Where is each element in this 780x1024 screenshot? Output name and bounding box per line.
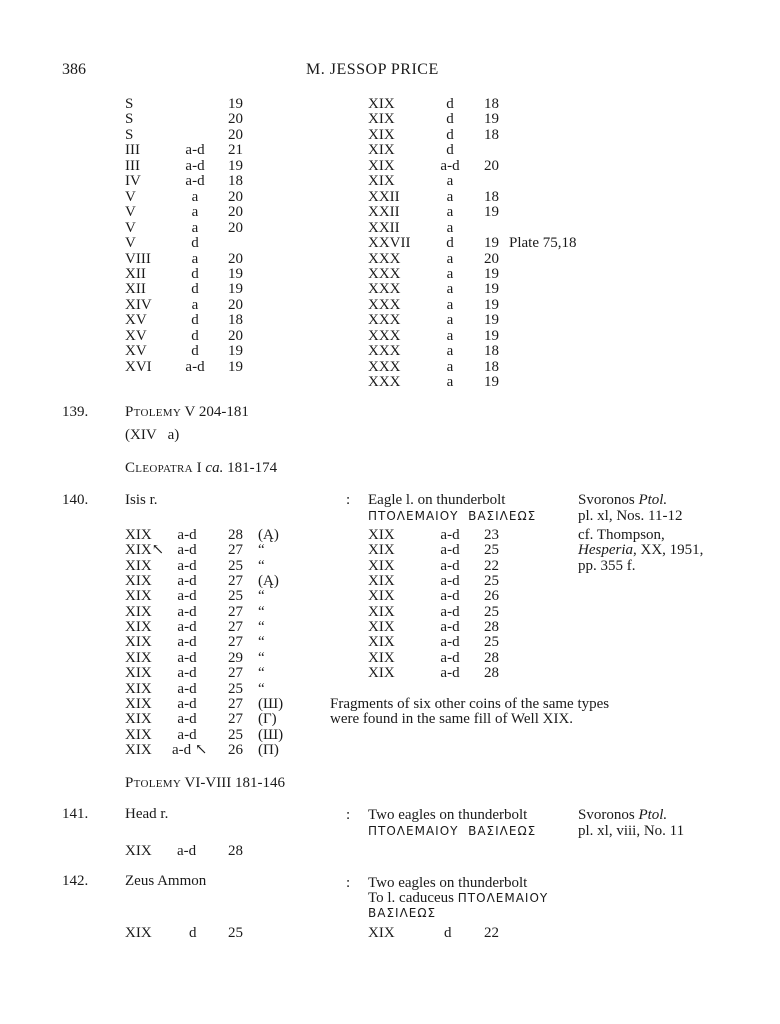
- well-cell: XIX: [125, 603, 152, 620]
- well-cell: S: [125, 96, 134, 112]
- note-cell: “: [258, 680, 265, 697]
- size-cell: 19: [228, 281, 243, 298]
- layer-cell: a-d: [177, 711, 197, 728]
- size-cell: 27: [228, 542, 243, 559]
- layer-cell: a: [446, 296, 454, 313]
- layer-cell: a: [446, 173, 454, 190]
- layer-cell: a-d: [177, 527, 197, 543]
- ptolemy-vi-title: [125, 776, 285, 791]
- layer-cell: a-d: [185, 142, 205, 159]
- well-cell: XXX: [368, 358, 401, 375]
- layer-cell: a-d: [177, 680, 197, 697]
- page-number: 386: [62, 61, 86, 78]
- size-cell: 20: [228, 327, 243, 344]
- well-cell: XXII: [368, 219, 400, 236]
- well-cell: XIX: [368, 96, 395, 112]
- size-cell: 25: [228, 726, 243, 743]
- note-cell: “: [258, 557, 265, 574]
- well-cell: XIX: [125, 573, 152, 590]
- entry-142-reverse: Two eagles on thunderbolt: [368, 875, 528, 891]
- entry-140-obverse: Isis r.: [125, 492, 158, 508]
- entry-140-number: 140.: [62, 492, 89, 508]
- well-cell: XV: [125, 343, 147, 360]
- size-cell: 25: [484, 603, 499, 620]
- layer-cell: a: [446, 358, 454, 375]
- entry-140-colon: :: [346, 492, 351, 508]
- well-cell: III: [125, 142, 140, 159]
- size-cell: 20: [228, 296, 243, 313]
- size-cell: 19: [484, 204, 499, 221]
- ptolemy-vi-title-sc: Ptolemy: [125, 775, 182, 791]
- well-cell: XV: [125, 327, 147, 344]
- entry-140-cf-2: [578, 543, 703, 558]
- size-cell: 20: [228, 188, 243, 205]
- layer-cell: a: [446, 374, 454, 391]
- running-title: M. JESSOP PRICE: [306, 61, 439, 78]
- layer-cell: d: [446, 235, 454, 252]
- size-cell: 20: [228, 219, 243, 236]
- size-cell: 18: [484, 343, 499, 360]
- well-cell: XXII: [368, 204, 400, 221]
- entry-140-cf-journal: Hesperia: [578, 542, 633, 558]
- size-cell: 26: [484, 588, 499, 605]
- size-cell: 18: [228, 312, 243, 329]
- layer-cell: a: [446, 219, 454, 236]
- cleopatra-title-rest: 181-174: [223, 460, 278, 476]
- entry-139-title: [125, 405, 249, 420]
- cleopatra-title-i: I: [192, 460, 206, 476]
- size-cell: 25: [228, 557, 243, 574]
- cleopatra-title: [125, 461, 277, 476]
- entry-141-ref2: pl. xl, viii, No. 11: [578, 823, 685, 839]
- size-cell: 19: [484, 265, 499, 282]
- entry-142-caduceus: To l. caduceus: [368, 890, 458, 906]
- well-cell: S: [125, 111, 134, 128]
- well-cell: XXX: [368, 281, 401, 298]
- layer-cell: a-d: [185, 157, 205, 174]
- well-cell: XIX: [368, 142, 395, 159]
- size-cell: 18: [484, 358, 499, 375]
- entry-142-number: 142.: [62, 873, 89, 889]
- well-cell: XIX: [368, 157, 395, 174]
- entry-142-colon: :: [346, 875, 351, 891]
- entry-141-size: 28: [228, 843, 243, 859]
- entry-142-left-well: XIX: [125, 925, 152, 941]
- size-cell: 19: [228, 343, 243, 360]
- entry-139-sub: (XIV a): [125, 427, 180, 443]
- size-cell: 21: [228, 142, 243, 159]
- size-cell: 28: [484, 619, 499, 636]
- size-cell: 18: [228, 173, 243, 190]
- note-cell: “: [258, 603, 265, 620]
- entry-140-ref1-italic: Ptol.: [638, 492, 668, 508]
- well-cell: XIX: [368, 573, 395, 590]
- layer-cell: a: [446, 188, 454, 205]
- note-cell: “: [258, 634, 265, 651]
- entry-141-well: XIX: [125, 843, 152, 859]
- well-cell: XXX: [368, 327, 401, 344]
- note-cell: (Ш): [258, 695, 284, 712]
- entry-139-title-sc: Ptolemy: [125, 404, 182, 420]
- well-cell: VIII: [125, 250, 151, 267]
- entry-141-legend: ΠΤΟΛΕΜΑΙΟΥ ΒΑΣΙΛΕΩΣ: [368, 824, 537, 838]
- entry-139-number: 139.: [62, 404, 89, 420]
- size-cell: 26: [228, 741, 243, 758]
- entry-142-legend-1: ΠΤΟΛΕΜΑΙΟΥ: [457, 891, 549, 905]
- layer-cell: a-d: [177, 588, 197, 605]
- layer-cell: a-d: [185, 358, 205, 375]
- well-cell: III: [125, 157, 140, 174]
- note-cell: (П): [258, 741, 279, 758]
- well-cell: XIX: [368, 542, 395, 559]
- well-cell: XIX: [368, 173, 395, 190]
- size-cell: 25: [484, 573, 499, 590]
- well-cell: XIX: [125, 741, 152, 758]
- entry-142-legend-2: ΒΑΣΙΛΕΩΣ: [368, 906, 437, 920]
- note-cell: “: [258, 588, 265, 605]
- entry-142-right-size: 22: [484, 925, 499, 941]
- entry-140-cf-vol: , XX, 1951,: [633, 542, 704, 558]
- layer-cell: d: [191, 265, 199, 282]
- layer-cell: a: [191, 219, 199, 236]
- size-cell: 20: [484, 250, 499, 267]
- well-cell: XIX: [368, 634, 395, 651]
- layer-cell: a-d: [177, 726, 197, 743]
- size-cell: 28: [484, 649, 499, 666]
- well-cell: XV: [125, 312, 147, 329]
- well-cell: XXII: [368, 188, 400, 205]
- layer-cell: a-d: [177, 603, 197, 620]
- note-cell: “: [258, 542, 265, 559]
- entry-141-ref1-italic: Ptol.: [638, 807, 668, 823]
- well-cell: XIX: [125, 527, 152, 543]
- layer-cell: a: [446, 250, 454, 267]
- size-cell: 20: [228, 126, 243, 143]
- size-cell: 25: [484, 542, 499, 559]
- entry-140-ref2: pl. xl, Nos. 11-12: [578, 508, 683, 524]
- size-cell: 25: [228, 680, 243, 697]
- well-cell: XIX: [368, 603, 395, 620]
- size-cell: 19: [484, 235, 499, 252]
- size-cell: 27: [228, 695, 243, 712]
- size-cell: 27: [228, 619, 243, 636]
- well-cell: XII: [125, 265, 146, 282]
- layer-cell: d: [446, 126, 454, 143]
- entry-142-left-size: 25: [228, 925, 243, 941]
- size-cell: 19: [484, 296, 499, 313]
- layer-cell: a: [191, 188, 199, 205]
- note-cell: “: [258, 619, 265, 636]
- layer-cell: d: [191, 235, 199, 252]
- layer-cell: a-d: [177, 634, 197, 651]
- well-cell: XXX: [368, 296, 401, 313]
- well-cell: XIX: [368, 588, 395, 605]
- layer-cell: a-d: [177, 695, 197, 712]
- entry-142-reverse2: [368, 891, 548, 906]
- size-cell: 19: [484, 327, 499, 344]
- entry-141-colon: :: [346, 807, 351, 823]
- size-cell: 23: [484, 527, 499, 543]
- entry-141-number: 141.: [62, 806, 89, 822]
- layer-cell: a-d: [177, 573, 197, 590]
- well-cell: XIX: [368, 126, 395, 143]
- well-cell: XIX: [125, 557, 152, 574]
- size-cell: 27: [228, 711, 243, 728]
- layer-cell: a-d: [440, 588, 460, 605]
- size-cell: 20: [228, 111, 243, 128]
- well-cell: XVI: [125, 358, 152, 375]
- well-cell: XIX: [368, 619, 395, 636]
- layer-cell: a-d: [185, 173, 205, 190]
- layer-cell: a-d: [440, 665, 460, 682]
- layer-cell: a: [191, 250, 199, 267]
- entry-141-reverse: Two eagles on thunderbolt: [368, 807, 528, 823]
- ptolemy-vi-title-rest: VI-VIII 181-146: [181, 775, 285, 791]
- layer-cell: a: [446, 204, 454, 221]
- size-cell: 20: [484, 157, 499, 174]
- well-cell: XIX: [368, 649, 395, 666]
- size-cell: 19: [228, 358, 243, 375]
- layer-cell: a-d: [440, 527, 460, 543]
- entry-140-ref1-text: Svoronos: [578, 492, 639, 508]
- layer-cell: a-d: [440, 619, 460, 636]
- note-cell: (Г): [258, 711, 277, 728]
- layer-cell: a: [446, 343, 454, 360]
- entry-141-obverse: Head r.: [125, 806, 169, 822]
- size-cell: 19: [228, 157, 243, 174]
- entry-141-ref1: [578, 808, 667, 823]
- size-cell: 20: [228, 204, 243, 221]
- well-cell: IV: [125, 173, 141, 190]
- size-cell: 19: [484, 374, 499, 391]
- layer-cell: a-d: [177, 649, 197, 666]
- entry-142-left-layer: d: [189, 925, 197, 941]
- layer-cell: a: [446, 265, 454, 282]
- entry-140-reverse: Eagle l. on thunderbolt: [368, 492, 506, 508]
- well-cell: S: [125, 126, 134, 143]
- layer-cell: d: [446, 96, 454, 112]
- well-cell: XIX: [125, 665, 152, 682]
- note-cell: Plate 75,18: [509, 235, 577, 252]
- size-cell: 29: [228, 649, 243, 666]
- size-cell: 18: [484, 188, 499, 205]
- cleopatra-title-sc: Cleopatra: [125, 460, 193, 476]
- layer-cell: a-d: [177, 665, 197, 682]
- size-cell: 22: [484, 557, 499, 574]
- note-cell: (Ą): [258, 573, 279, 590]
- layer-cell: a: [446, 312, 454, 329]
- size-cell: 19: [228, 96, 243, 112]
- size-cell: 19: [484, 312, 499, 329]
- entry-140-ref1: [578, 493, 667, 508]
- size-cell: 19: [484, 281, 499, 298]
- well-cell: XIX: [368, 111, 395, 128]
- size-cell: 25: [228, 588, 243, 605]
- well-cell: XIX: [125, 711, 152, 728]
- well-cell: XXX: [368, 312, 401, 329]
- well-cell: XIX: [368, 527, 395, 543]
- entry-142-obverse: Zeus Ammon: [125, 873, 207, 889]
- well-cell: XIV: [125, 296, 152, 313]
- well-cell: XIX: [125, 726, 152, 743]
- layer-cell: a: [191, 204, 199, 221]
- well-cell: V: [125, 188, 136, 205]
- size-cell: 28: [228, 527, 243, 543]
- entry-140-legend: ΠΤΟΛΕΜΑΙΟΥ ΒΑΣΙΛΕΩΣ: [368, 509, 537, 523]
- well-cell: XXX: [368, 265, 401, 282]
- note-cell: (Ą): [258, 527, 279, 543]
- well-cell: XIX: [125, 634, 152, 651]
- size-cell: 28: [484, 665, 499, 682]
- layer-cell: d: [446, 142, 454, 159]
- well-cell: V: [125, 219, 136, 236]
- well-cell: XXX: [368, 343, 401, 360]
- layer-cell: d: [191, 343, 199, 360]
- layer-cell: a-d ↖: [172, 741, 208, 758]
- note-cell: (Ш): [258, 726, 284, 743]
- entry-142-right-well: XIX: [368, 925, 395, 941]
- layer-cell: a-d: [177, 557, 197, 574]
- layer-cell: a-d: [440, 634, 460, 651]
- size-cell: 27: [228, 573, 243, 590]
- layer-cell: a: [446, 327, 454, 344]
- layer-cell: a: [446, 281, 454, 298]
- note-cell: “: [258, 665, 265, 682]
- entry-142-right-layer: d: [444, 925, 452, 941]
- well-cell: XIX: [125, 695, 152, 712]
- size-cell: 27: [228, 665, 243, 682]
- size-cell: 25: [484, 634, 499, 651]
- size-cell: 18: [484, 96, 499, 112]
- entry-139-title-rest: V 204-181: [181, 404, 249, 420]
- well-cell: XIX: [125, 649, 152, 666]
- well-cell: XXVII: [368, 235, 411, 252]
- cleopatra-title-ca: ca.: [205, 460, 224, 476]
- well-cell: XIX: [125, 588, 152, 605]
- layer-cell: a-d: [440, 649, 460, 666]
- size-cell: 19: [228, 265, 243, 282]
- well-cell: XIX↖: [125, 542, 165, 559]
- layer-cell: d: [191, 281, 199, 298]
- layer-cell: a-d: [440, 557, 460, 574]
- entry-141-layer: a-d: [177, 843, 197, 859]
- size-cell: 27: [228, 634, 243, 651]
- entry-140-cf-3: pp. 355 f.: [578, 558, 636, 574]
- well-cell: XXX: [368, 374, 401, 391]
- fragments-line-2: were found in the same fill of Well XIX.: [330, 711, 574, 727]
- well-cell: XXX: [368, 250, 401, 267]
- size-cell: 20: [228, 250, 243, 267]
- well-cell: XIX: [125, 680, 152, 697]
- layer-cell: a-d: [440, 542, 460, 559]
- entry-141-ref1-text: Svoronos: [578, 807, 639, 823]
- size-cell: 19: [484, 111, 499, 128]
- layer-cell: a-d: [440, 157, 460, 174]
- size-cell: 18: [484, 126, 499, 143]
- layer-cell: d: [446, 111, 454, 128]
- well-cell: XIX: [125, 619, 152, 636]
- layer-cell: a-d: [440, 573, 460, 590]
- layer-cell: d: [191, 327, 199, 344]
- size-cell: 27: [228, 603, 243, 620]
- well-cell: XIX: [368, 665, 395, 682]
- entry-140-cf-1: cf. Thompson,: [578, 527, 665, 543]
- well-cell: V: [125, 204, 136, 221]
- note-cell: “: [258, 649, 265, 666]
- layer-cell: a-d: [177, 619, 197, 636]
- well-cell: XIX: [368, 557, 395, 574]
- fragments-line-1: Fragments of six other coins of the same types: [330, 696, 610, 712]
- layer-cell: a-d: [177, 542, 197, 559]
- layer-cell: d: [191, 312, 199, 329]
- layer-cell: a-d: [440, 603, 460, 620]
- well-cell: XII: [125, 281, 146, 298]
- well-cell: V: [125, 235, 136, 252]
- layer-cell: a: [191, 296, 199, 313]
